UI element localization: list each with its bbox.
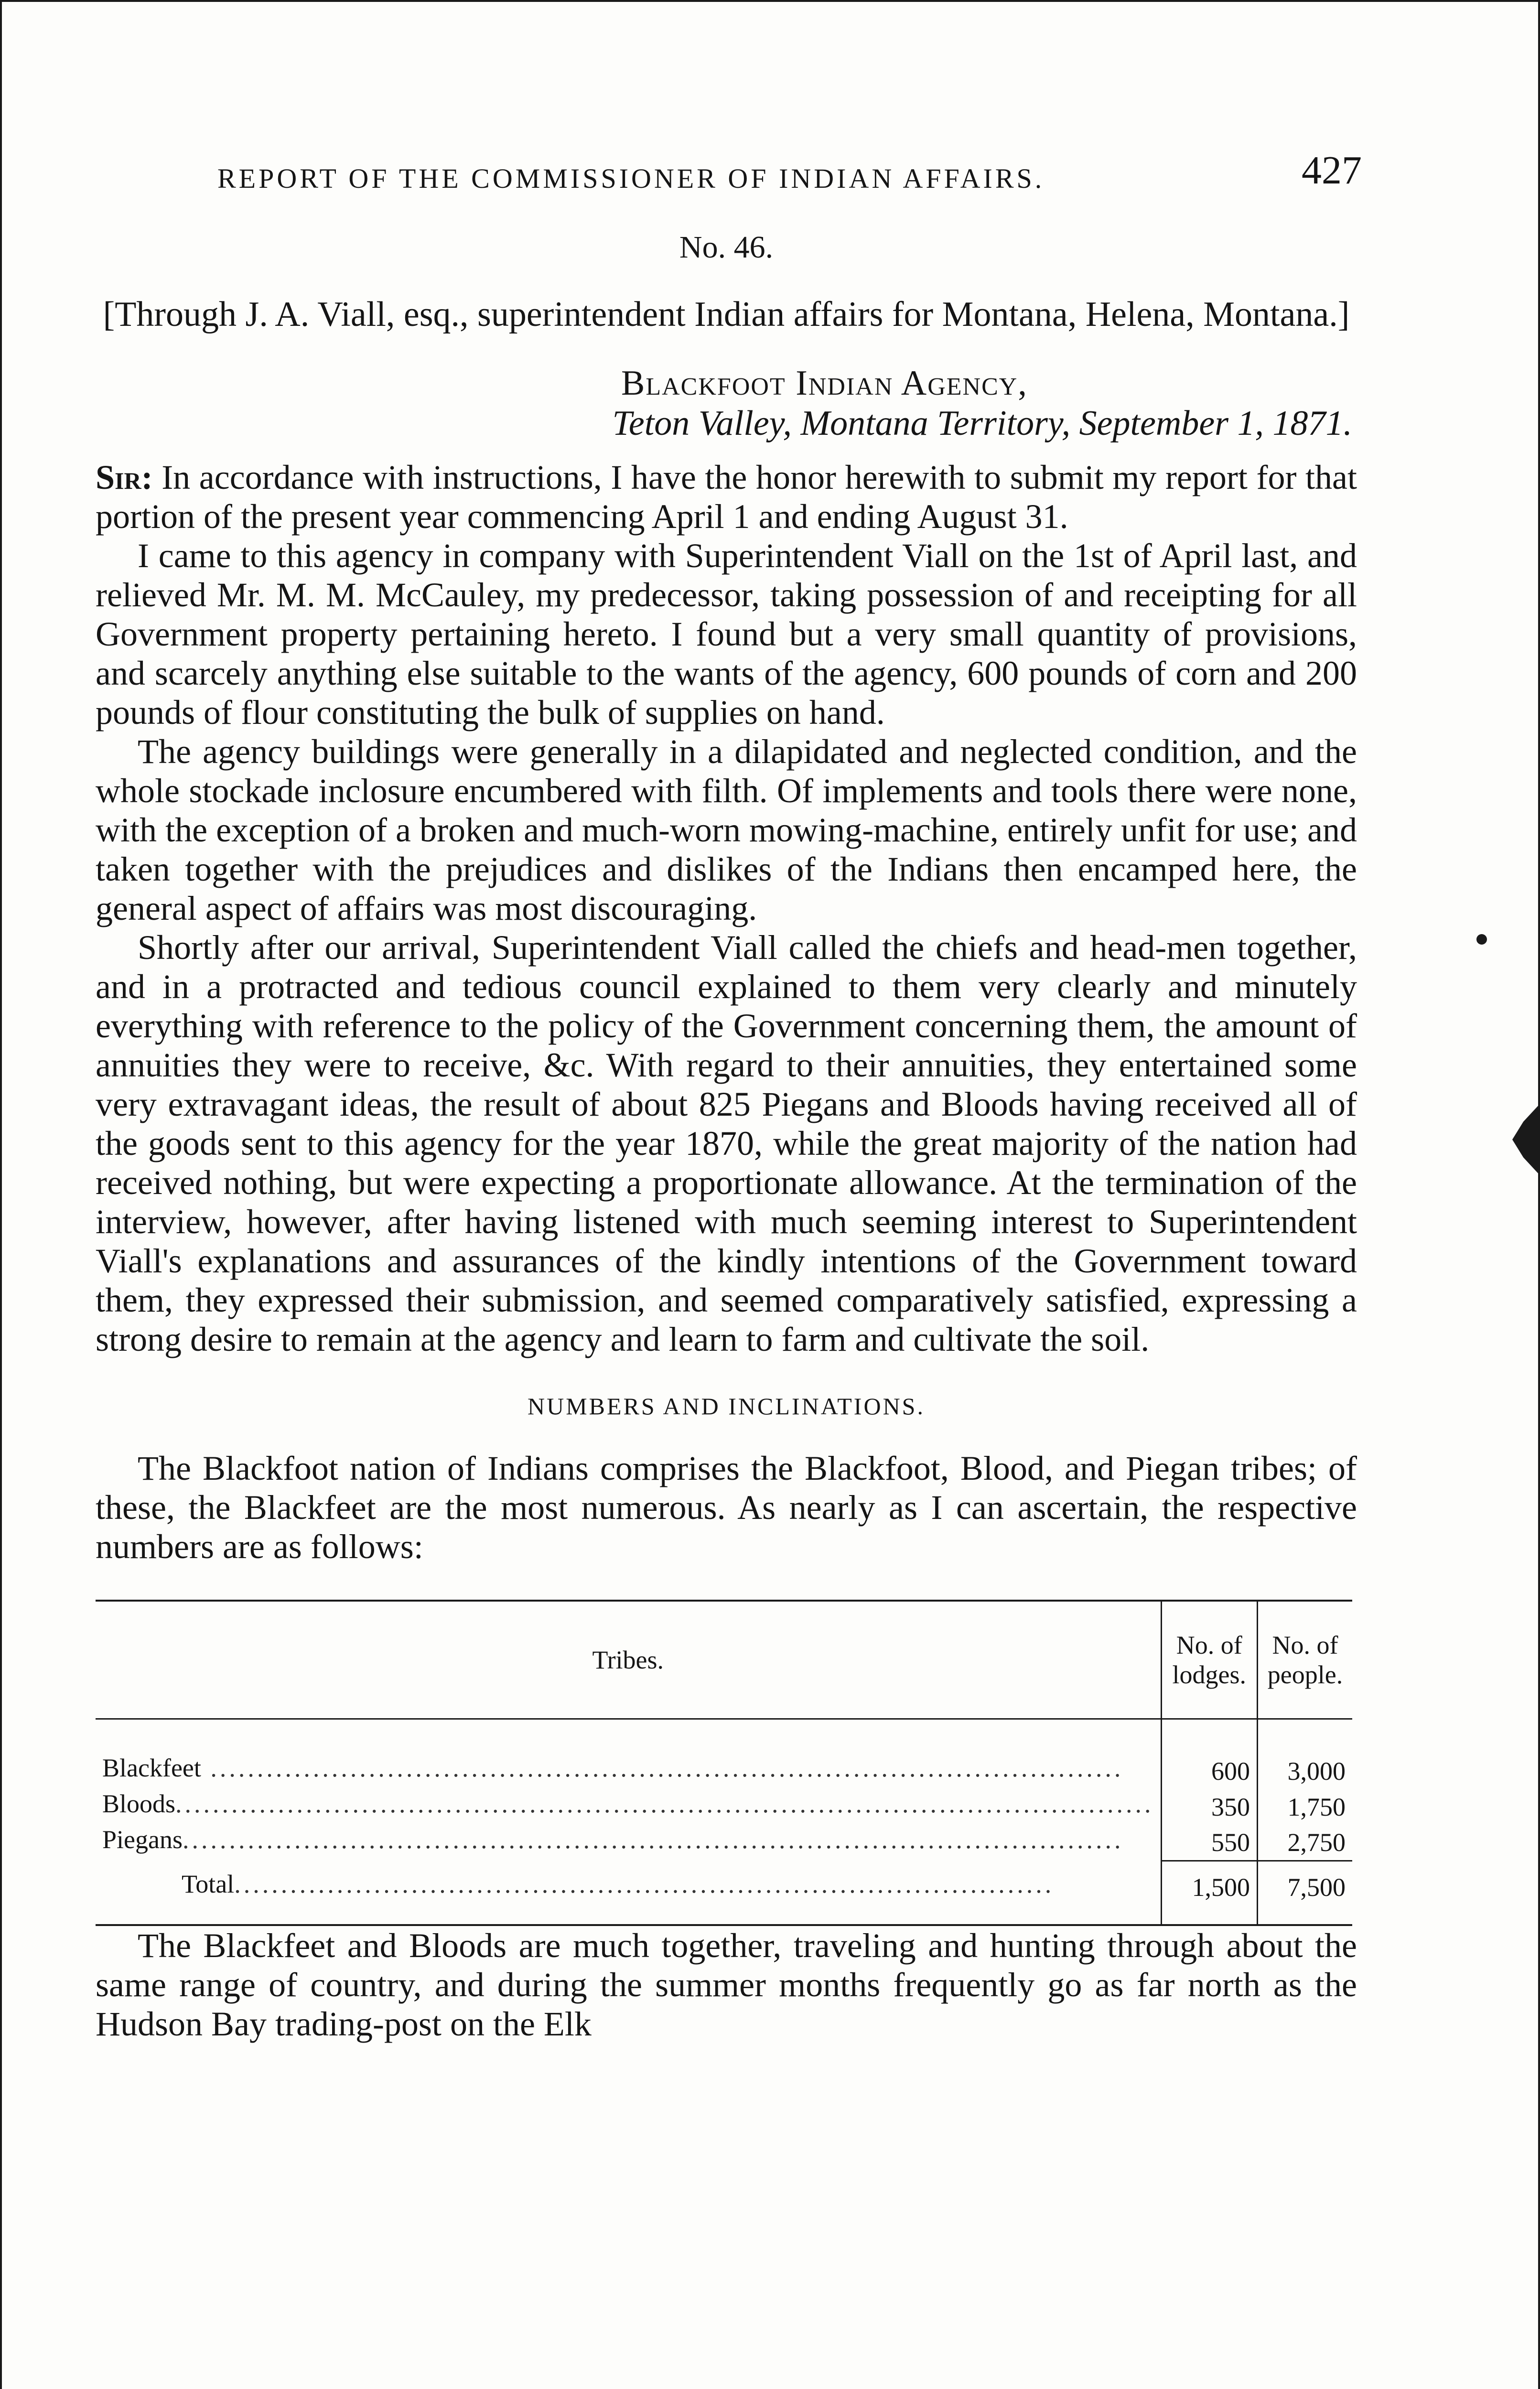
- people-value: 2,750: [1257, 1825, 1352, 1861]
- table-row: Piegans..................................................................................................... 550 2,750: [96, 1825, 1352, 1861]
- lodges-value: 350: [1161, 1789, 1257, 1825]
- table-total-row: Total........................................................................................ 1,500 7,500: [96, 1861, 1352, 1925]
- letter-body: [96, 458, 1357, 2044]
- people-value: 3,000: [1257, 1753, 1352, 1789]
- tribe-name: Bloods: [102, 1789, 176, 1818]
- agency-name: Blackfoot Indian Agency,: [621, 364, 1028, 403]
- running-head: [96, 139, 1362, 215]
- paragraph-6: The Blackfeet and Bloods are much together, traveling and hunting through about the same range of country, and during the summer months frequently go as far north as the Hudson Bay trading-post on the Elk: [96, 1926, 1357, 2043]
- section-heading: NUMBERS AND INCLINATIONS.: [528, 1393, 925, 1420]
- document-page: [96, 139, 1362, 2044]
- header-tribes: Tribes.: [96, 1601, 1161, 1719]
- salutation: Sir:: [96, 458, 153, 496]
- margin-dot: [1476, 934, 1487, 945]
- table-row: Bloods......................................................................................................... 350 1,750: [96, 1789, 1352, 1825]
- header-lodges: No. of lodges.: [1161, 1601, 1257, 1719]
- tribes-table: [96, 1600, 1352, 1926]
- paragraph-5: The Blackfoot nation of Indians comprises the Blackfoot, Blood, and Piegan tribes; of these, the Blackfeet are the most numerous. As nearly as I can ascertain, the respective numbers are as follows:: [96, 1449, 1357, 1566]
- table-header-row: [96, 1601, 1352, 1719]
- total-label: Total: [182, 1870, 235, 1898]
- paragraph-3: The agency buildings were generally in a dilapidated and neglected condition, and the whole stockade inclosure encumbered with filth. Of implements and tools there were none, with the exception of a broken and much-worn mowing-machine, entirely unfit for use; and taken together with the prejudices and dislikes of the Indians then encamped here, the general aspect of affairs was most discouraging.: [96, 732, 1357, 927]
- tribe-name: Piegans: [102, 1825, 183, 1854]
- routing-note: [Through J. A. Viall, esq., superintendent Indian affairs for Montana, Helena, Montana.]: [103, 295, 1350, 334]
- dateline: [96, 363, 1357, 443]
- paragraph-2: I came to this agency in company with Superintendent Viall on the 1st of April last, and relieved Mr. M. M. McCauley, my predecessor, taking possession of and receipting for all Government property pertaining hereto. I found but a very small quantity of provisions, and scarcely anything else suitable to the wants of the agency, 600 pounds of corn and 200 pounds of flour constituting the bulk of supplies on hand.: [96, 537, 1357, 732]
- page-number: 427: [1302, 148, 1362, 193]
- tribe-name: Blackfeet: [102, 1754, 201, 1782]
- running-title: REPORT OF THE COMMISSIONER OF INDIAN AFFAIRS.: [217, 163, 1045, 194]
- place-and-date: Teton Valley, Montana Territory, September 1, 1871.: [612, 404, 1352, 443]
- table-row: Blackfeet .................................................................................................. 600 3,000: [96, 1753, 1352, 1789]
- total-lodges: 1,500: [1161, 1861, 1257, 1925]
- total-people: 7,500: [1257, 1861, 1352, 1925]
- lodges-value: 600: [1161, 1753, 1257, 1789]
- paragraph-1: [96, 458, 1357, 536]
- header-people: No. of people.: [1257, 1601, 1352, 1719]
- document-number: No. 46.: [679, 230, 774, 265]
- lodges-value: 550: [1161, 1825, 1257, 1861]
- people-value: 1,750: [1257, 1789, 1352, 1825]
- paragraph-1-text: In accordance with instructions, I have the honor herewith to submit my report for that portion of the present year commencing April 1 and ending August 31.: [96, 458, 1357, 536]
- paragraph-4: Shortly after our arrival, Superintendent Viall called the chiefs and head-men together, and in a protracted and tedious council explained to them very clearly and minutely everything with reference to the policy of the Government concerning them, the amount of annuities they were to receive, &c. With regard to their annuities, they entertained some very extravagant ideas, the result of about 825 Piegans and Bloods having received all of the goods sent to this agency for the year 1870, while the great majority of the nation had received nothing, but were expecting a proportionate allowance. At the termination of the interview, however, after having listened with much seeming interest to Superintendent Viall's explanations and assurances of the kindly intentions of the Government toward them, they expressed their submission, and seemed comparatively satisfied, expressing a strong desire to remain at the agency and learn to farm and cultivate the soil.: [96, 928, 1357, 1358]
